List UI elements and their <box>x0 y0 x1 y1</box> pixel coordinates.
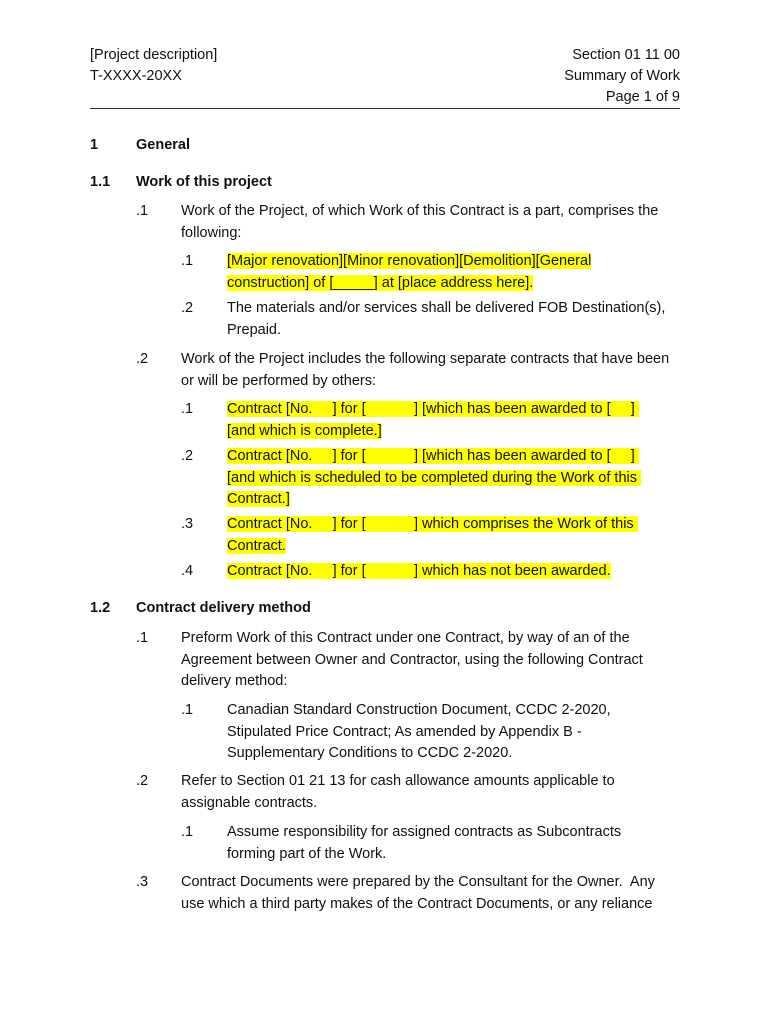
item-1-2-3-text: Contract Documents were prepared by the Consultant for the Owner. Any use which a third party makes of the Contract Documents, or any reliance <box>181 874 659 912</box>
item-1-2-1-number: .1 <box>136 630 149 646</box>
item-1-1-1-number: .1 <box>136 203 149 219</box>
subitem-1-1-1-1-text <box>227 251 667 294</box>
subitem-1-1-2-1-text <box>227 399 667 442</box>
item-1-2-2-number: .2 <box>136 773 149 789</box>
section-1-title: General <box>136 137 190 153</box>
header-right <box>564 45 680 108</box>
item-1-1-2-number: .2 <box>136 351 149 367</box>
subitem-1-2-2-1-number: .1 <box>181 824 194 840</box>
header-code: T-XXXX-20XX <box>90 68 182 84</box>
item-1-1-1-text: Work of the Project, of which Work of this Contract is a part, comprises the following: <box>181 203 659 241</box>
highlighted-text: Contract [No. ] for [ ] which has not been awarded. <box>227 563 611 579</box>
item-1-1-2-text: Work of the Project includes the following separate contracts that have been or will be performed by others: <box>181 351 670 389</box>
header-page: Page 1 of 9 <box>605 89 680 105</box>
highlighted-text: Contract [No. ] for [ ] [which has been awarded to [ ] [and which is complete.] <box>227 401 639 439</box>
subitem-1-1-2-1-number: .1 <box>181 401 194 417</box>
highlighted-text: Contract [No. ] for [ ] which comprises the Work of this Contract. <box>227 516 638 554</box>
section-1-number: 1 <box>90 137 99 153</box>
header-rule <box>90 108 680 109</box>
subitem-1-1-2-4-text <box>227 561 667 583</box>
header-title: Summary of Work <box>564 68 680 84</box>
section-1-2-number: 1.2 <box>90 600 111 616</box>
subitem-1-1-2-3-number: .3 <box>181 516 194 532</box>
section-1-2-title: Contract delivery method <box>136 600 311 616</box>
subitem-1-2-1-1-number: .1 <box>181 702 194 718</box>
item-1-2-3-number: .3 <box>136 874 149 890</box>
highlighted-text: Contract [No. ] for [ ] [which has been awarded to [ ] [and which is scheduled to be completed during the Work of this Contract.] <box>227 448 642 508</box>
subitem-1-2-2-1-text: Assume responsibility for assigned contracts as Subcontracts forming part of the Work. <box>227 824 622 862</box>
subitem-1-1-1-2-text: The materials and/or services shall be delivered FOB Destination(s), Prepaid. <box>227 300 666 338</box>
subitem-1-1-2-2-text <box>227 446 667 511</box>
subitem-1-1-2-3-text <box>227 514 667 557</box>
highlighted-text: [Major renovation][Minor renovation][Demolition][General construction] of [_____] at [place address here]. <box>227 253 592 291</box>
header-section: Section 01 11 00 <box>572 47 680 63</box>
subitem-1-1-2-4-number: .4 <box>181 563 194 579</box>
subitem-1-1-1-1-number: .1 <box>181 253 194 269</box>
section-1-1-title: Work of this project <box>136 174 272 190</box>
header-project: [Project description] <box>90 47 218 63</box>
item-1-2-2-text: Refer to Section 01 21 13 for cash allowance amounts applicable to assignable contracts. <box>181 773 615 811</box>
item-1-2-1-text: Preform Work of this Contract under one Contract, by way of an of the Agreement between Owner and Contractor, using the following Contract delivery method: <box>181 630 643 690</box>
subitem-1-2-1-1-text: Canadian Standard Construction Document, CCDC 2-2020, Stipulated Price Contract; As amended by Appendix B - Supplementary Conditions to CCDC 2-2020. <box>227 702 611 762</box>
subitem-1-1-1-2-number: .2 <box>181 300 194 316</box>
section-1-1-number: 1.1 <box>90 174 111 190</box>
subitem-1-1-2-2-number: .2 <box>181 448 194 464</box>
header-left <box>90 45 217 87</box>
